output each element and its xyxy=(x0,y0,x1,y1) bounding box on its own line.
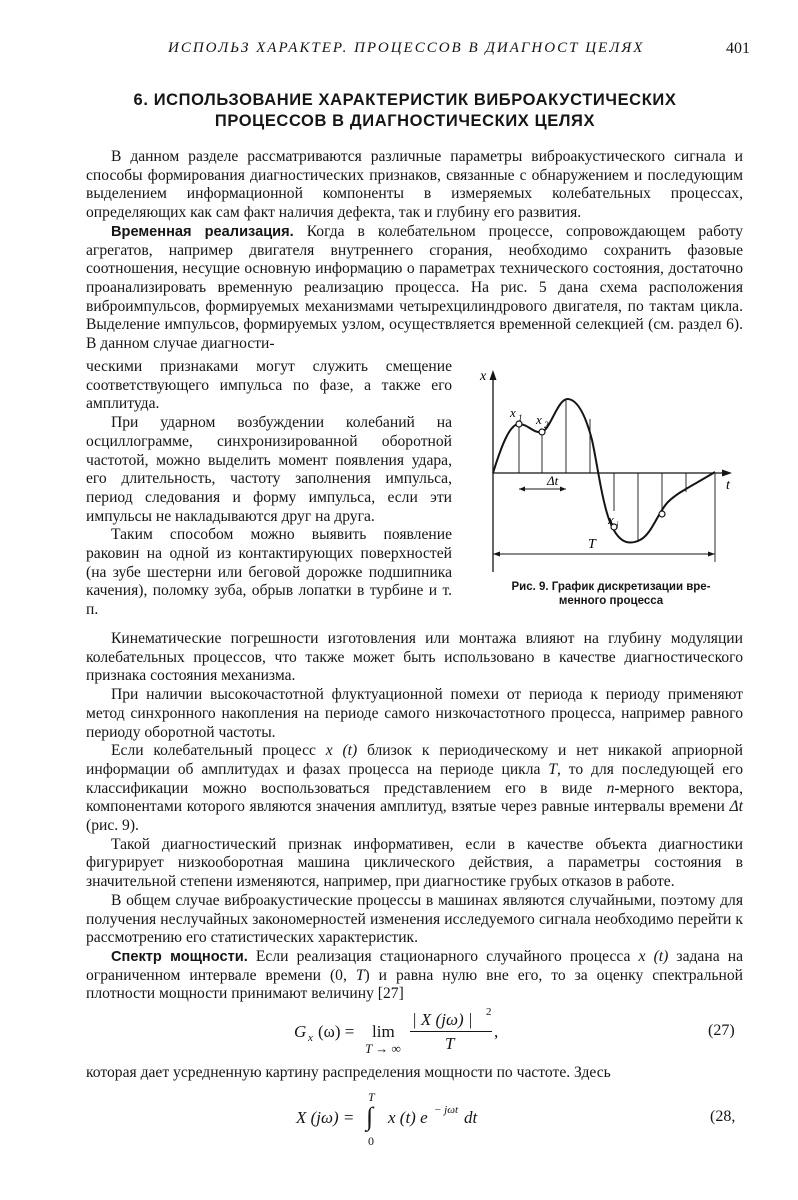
eq27-fraction-bar xyxy=(410,1031,492,1032)
detection-paragraph: Таким способом можно выявить появление раковин на одной из контактирующих поверхностей (на зубе шестерни или беговой дорожке подшипника качения), поломку зуба, обрыв лопатки в турбине и т. п. xyxy=(86,526,452,619)
figure-caption-line2: менного процесса xyxy=(558,595,664,607)
section-title xyxy=(60,90,750,132)
eq28-number: (28, xyxy=(710,1108,736,1125)
impact-paragraph: При ударном возбуждении колебаний на осциллограмме, синхронизированной оборотной частотой, можно выделить момент появления удара, его длительность, частоту заполнения импульса, период следования и форму импульса, если эти импульсы не накладываются друг на друга. xyxy=(86,414,452,525)
time-realization-text: Когда в колебательном процессе, сопровождающем работу агрегатов, например двигателя внутреннего сгорания, необходимо сохранить фазовые соотношения, несущие основную информацию о параметрах технического состояния, достаточно проанализировать временную реализацию процесса. На рис. 5 дана схема расположения виброимпульсов, формируемых механизмами четырехцилиндрового двигателя, по тактам цикла. Выделение импульсов, формируемых узлом, осуществляется временной селекцией (см. раздел 6). В данном случае диагности- xyxy=(86,222,744,353)
page-number: 401 xyxy=(726,40,750,57)
eq27-subscript: x xyxy=(308,1032,313,1044)
eq28-lower-limit: 0 xyxy=(368,1134,374,1148)
eq27-comma: , xyxy=(494,1022,499,1041)
eq28-dt: dt xyxy=(464,1108,478,1127)
t-axis-arrow xyxy=(722,470,732,477)
label-x2-sub: 2 xyxy=(544,420,549,430)
eq28-upper-limit: T xyxy=(368,1090,375,1104)
figure-caption xyxy=(470,580,752,608)
time-realization-paragraph xyxy=(86,223,743,354)
period-arrow-right xyxy=(708,552,715,557)
section-title-line2: ПРОЦЕССОВ В ДИАГНОСТИЧЕСКИХ ЦЕЛЯХ xyxy=(214,112,596,130)
x-axis-arrow xyxy=(490,370,497,380)
eq27-numerator: | X (jω) | xyxy=(412,1010,473,1029)
label-xi: x xyxy=(608,512,614,527)
after-eq27-paragraph: которая дает усредненную картину распределения мощности по частоте. Здесь xyxy=(86,1064,611,1081)
running-title: ИСПОЛЬЗ ХАРАКТЕР. ПРОЦЕССОВ В ДИАГНОСТ ЦЕЛЯХ xyxy=(168,40,645,56)
label-xi-sub: i xyxy=(616,520,619,530)
eq28-integrand: x (t) e xyxy=(388,1108,428,1127)
dt-arrow-left xyxy=(519,487,525,492)
label-x2: x xyxy=(536,412,542,427)
eq27-denominator: T xyxy=(445,1034,455,1053)
axis-t-label: t xyxy=(726,478,730,493)
label-x1: x xyxy=(510,405,516,420)
label-T: T xyxy=(588,537,596,552)
informative-paragraph: Такой диагностический признак информативен, если в качестве объекта диагностики фигурирует низкооборотная машина циклического действия, а параметры состояния в значительной степени изменяются, например, при диагностике грубых отказов в работе. xyxy=(86,835,743,891)
vector-paragraph: Если колебательный процесс x (t) близок к периодическому и нет никакой априорной информации об амплитудах и фазах процесса на периоде цикла T, то для последующей его классификации можно воспользоваться представлением его в виде n-мерного вектора, компонентами которого являются значения амплитуд, взятые через равные интервалы времени Δt (рис. 9). xyxy=(86,742,744,835)
discretization-graph xyxy=(470,362,752,578)
eq27-lhs: G xyxy=(294,1022,307,1041)
narrow-text-block xyxy=(86,358,452,620)
eq28-exponent: − jωt xyxy=(434,1104,459,1116)
eq27-argument: (ω) = xyxy=(318,1022,355,1041)
section-title-line1: 6. ИСПОЛЬЗОВАНИЕ ХАРАКТЕРИСТИК ВИБРОАКУСТИЧЕСКИХ xyxy=(133,91,677,109)
top-text-block xyxy=(86,148,743,354)
lower-text-block xyxy=(86,630,743,1004)
label-dt: Δt xyxy=(547,473,559,488)
eq27-lim: lim xyxy=(372,1022,395,1041)
period-arrow-left xyxy=(493,552,500,557)
running-head xyxy=(60,40,750,64)
spectrum-paragraph: Спектр мощности. Если реализация стационарного случайного процесса x (t) задана на ограниченном интервале времени (0, T) и равна нулю вне его, то за оценку спектральной плотности мощности принимают величину [27] xyxy=(86,947,744,1003)
time-realization-heading: Временная реализация. xyxy=(111,223,294,240)
figure-caption-line1: Рис. 9. График дискретизации вре- xyxy=(511,581,711,593)
noise-paragraph: При наличии высокочастотной флуктуационной помехи от периода к периоду применяют метод синхронного накопления на периоде самого низкочастотного процесса, например равного периоду оборотной частоты. xyxy=(86,686,743,741)
figure-9 xyxy=(470,362,752,612)
eq27-number: (27) xyxy=(708,1022,735,1039)
intro-paragraph: В данном разделе рассматриваются различные параметры виброакустического сигнала и способы формирования диагностических признаков, связанные с обнаружением и последующим выделением информационной компоненты в измеряемых колебательных процессах, определяющих как сам факт наличия дефекта, так и глубину его развития. xyxy=(86,148,743,222)
eq28-lhs: X (jω) = xyxy=(296,1108,355,1127)
eq28-integral-sign: ∫ xyxy=(366,1102,374,1131)
after-eq27-block xyxy=(86,1064,743,1083)
spectrum-heading: Спектр мощности. xyxy=(111,948,248,965)
eq27-lim-subscript: T → ∞ xyxy=(365,1041,401,1056)
dt-arrow-right xyxy=(560,487,566,492)
eq27-power: 2 xyxy=(486,1006,492,1018)
signal-curve xyxy=(493,399,715,543)
kinematic-paragraph: Кинематические погрешности изготовления или монтажа влияют на глубину модуляции колебательных процессов, что также может быть использовано в качестве диагностического признака состояния механизма. xyxy=(86,630,743,685)
axis-x-label: x xyxy=(480,369,487,384)
random-process-paragraph: В общем случае виброакустические процессы в машинах являются случайными, поэтому для получения неслучайных закономерностей изменения исследуемого сигнала необходимо перейти к рассмотрению его статистических характеристик. xyxy=(86,891,743,947)
label-x1-sub: 1 xyxy=(518,413,523,423)
time-realization-continuation: ческими признаками могут служить смещение соответствующего импульса по фазе, а также его амплитуда. xyxy=(86,358,452,413)
